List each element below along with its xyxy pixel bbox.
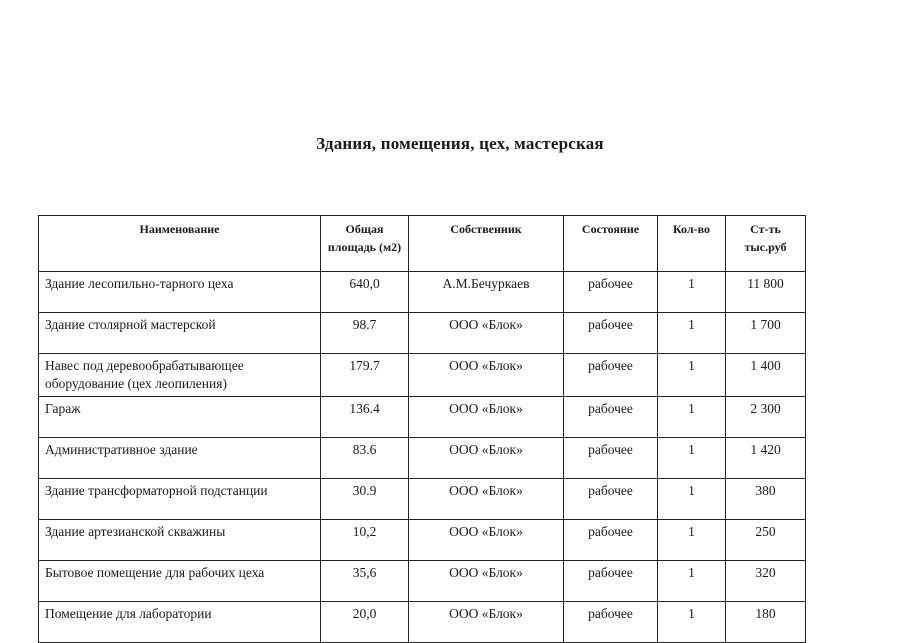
- cell-qty: 1: [658, 438, 726, 479]
- cell-owner: ООО «Блок»: [409, 561, 564, 602]
- table-row: [39, 397, 806, 438]
- cell-area: 10,2: [321, 520, 409, 561]
- cell-qty: 1: [658, 313, 726, 354]
- cell-cost: 1 700: [726, 313, 806, 354]
- cell-owner: ООО «Блок»: [409, 354, 564, 397]
- cell-cost: 11 800: [726, 272, 806, 313]
- cell-state: рабочее: [564, 479, 658, 520]
- cell-area: 20,0: [321, 602, 409, 643]
- cell-cost: 320: [726, 561, 806, 602]
- cell-qty: 1: [658, 561, 726, 602]
- cell-owner: А.М.Бечуркаев: [409, 272, 564, 313]
- cell-cost: 180: [726, 602, 806, 643]
- cell-cost: 380: [726, 479, 806, 520]
- cell-qty: 1: [658, 520, 726, 561]
- cell-owner: ООО «Блок»: [409, 602, 564, 643]
- cell-state: рабочее: [564, 561, 658, 602]
- cell-cost: 1 420: [726, 438, 806, 479]
- header-cost: Ст-ть тыс.руб: [726, 216, 806, 272]
- table-row: [39, 479, 806, 520]
- header-owner: Собственник: [409, 216, 564, 272]
- cell-qty: 1: [658, 272, 726, 313]
- cell-name: Помещение для лаборатории: [39, 602, 321, 643]
- table-row: [39, 520, 806, 561]
- table-row: [39, 272, 806, 313]
- cell-state: рабочее: [564, 602, 658, 643]
- table-row: [39, 438, 806, 479]
- cell-owner: ООО «Блок»: [409, 438, 564, 479]
- cell-name: Навес под деревообрабатывающее оборудование (цех леопиления): [39, 354, 321, 397]
- cell-state: рабочее: [564, 354, 658, 397]
- cell-area: 640,0: [321, 272, 409, 313]
- cell-owner: ООО «Блок»: [409, 520, 564, 561]
- cell-qty: 1: [658, 602, 726, 643]
- cell-qty: 1: [658, 397, 726, 438]
- cell-name: Бытовое помещение для рабочих цеха: [39, 561, 321, 602]
- cell-state: рабочее: [564, 272, 658, 313]
- header-state: Состояние: [564, 216, 658, 272]
- table-row: [39, 313, 806, 354]
- cell-owner: ООО «Блок»: [409, 397, 564, 438]
- cell-name: Административное здание: [39, 438, 321, 479]
- cell-cost: 2 300: [726, 397, 806, 438]
- header-area: Общая площадь (м2): [321, 216, 409, 272]
- cell-area: 35,6: [321, 561, 409, 602]
- cell-cost: 250: [726, 520, 806, 561]
- table-header-row: [39, 216, 806, 272]
- cell-qty: 1: [658, 479, 726, 520]
- table-row: [39, 561, 806, 602]
- cell-owner: ООО «Блок»: [409, 479, 564, 520]
- cell-cost: 1 400: [726, 354, 806, 397]
- cell-owner: ООО «Блок»: [409, 313, 564, 354]
- cell-state: рабочее: [564, 438, 658, 479]
- document-title: Здания, помещения, цех, мастерская: [316, 134, 604, 153]
- cell-area: 98.7: [321, 313, 409, 354]
- cell-name: Здание лесопильно-тарного цеха: [39, 272, 321, 313]
- cell-name: Здание столярной мастерской: [39, 313, 321, 354]
- cell-area: 30.9: [321, 479, 409, 520]
- cell-area: 136.4: [321, 397, 409, 438]
- cell-name: Здание артезианской скважины: [39, 520, 321, 561]
- assets-table: [38, 215, 806, 643]
- cell-state: рабочее: [564, 397, 658, 438]
- cell-qty: 1: [658, 354, 726, 397]
- header-name: Наименование: [39, 216, 321, 272]
- cell-name: Здание трансформаторной подстанции: [39, 479, 321, 520]
- cell-name: Гараж: [39, 397, 321, 438]
- cell-area: 83.6: [321, 438, 409, 479]
- table-row: [39, 354, 806, 397]
- cell-state: рабочее: [564, 313, 658, 354]
- cell-state: рабочее: [564, 520, 658, 561]
- header-qty: Кол-во: [658, 216, 726, 272]
- cell-area: 179.7: [321, 354, 409, 397]
- table-row: [39, 602, 806, 643]
